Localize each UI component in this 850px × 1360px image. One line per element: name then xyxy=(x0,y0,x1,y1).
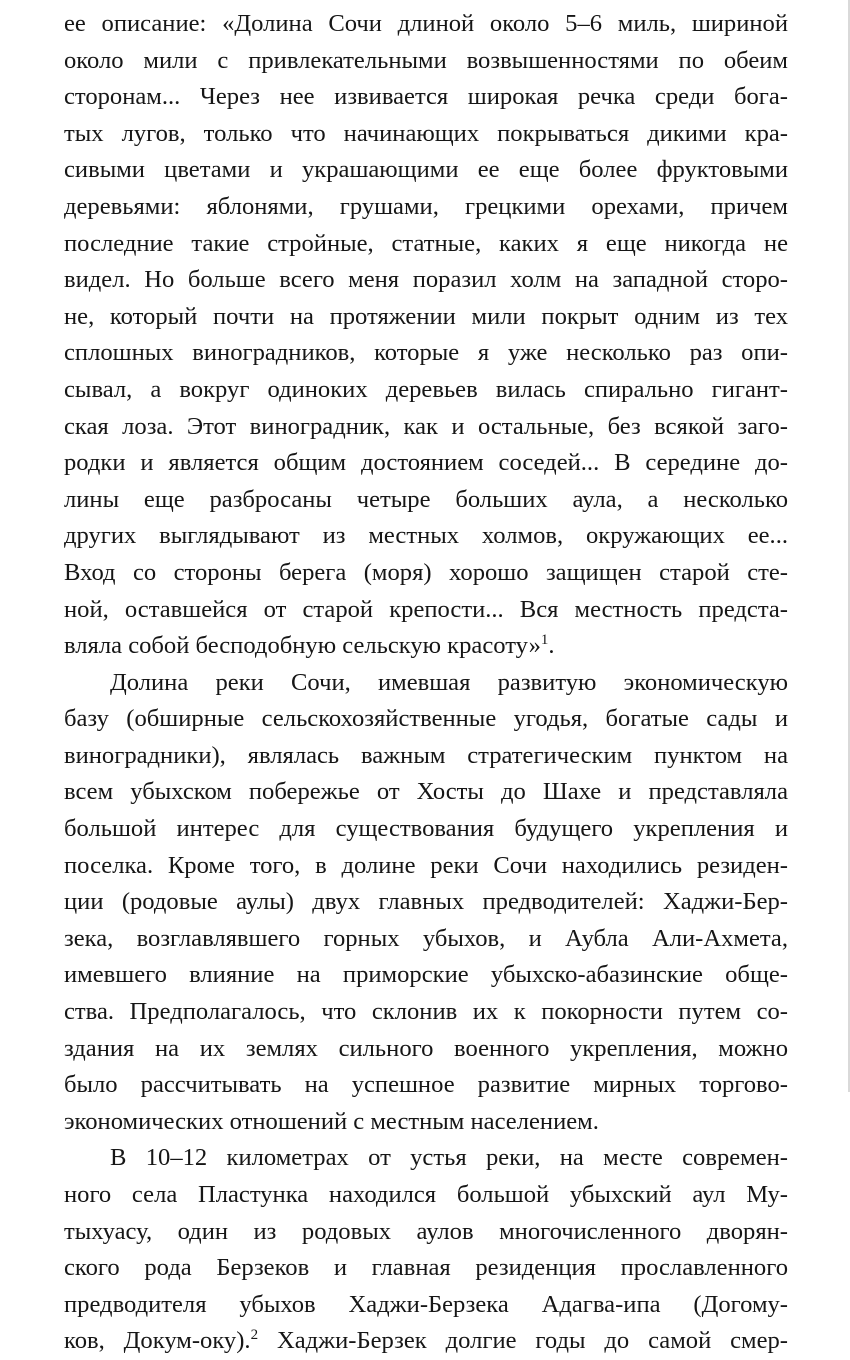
text-line: не, который почти на протяжении мили покрыт одним из тех xyxy=(64,302,788,330)
footnote-marker[interactable]: 2 xyxy=(250,1327,259,1344)
text-line: большой интерес для существования будущего укрепления и xyxy=(64,815,788,843)
text-line-content: ков, Докум-оку). xyxy=(64,1327,251,1355)
text-line: В 10–12 километрах от устья реки, на месте современ- xyxy=(110,1144,788,1172)
text-line: ной, оставшейся от старой крепости... Вся местность предста- xyxy=(64,595,788,623)
text-line: предводителя убыхов Хаджи-Берзека Адагва-ипа (Догому- xyxy=(64,1290,788,1318)
text-line: здания на их землях сильного военного укрепления, можно xyxy=(64,1034,788,1062)
footnote-marker[interactable]: 1 xyxy=(540,631,549,648)
text-line: ского рода Берзеков и главная резиденция прославленного xyxy=(64,1254,788,1282)
period: . xyxy=(548,632,555,660)
text-line: Вход со стороны берега (моря) хорошо защищен старой сте- xyxy=(64,558,788,586)
text-line: всем убыхском побережье от Хосты до Шахе и представляла xyxy=(64,778,788,806)
text-line: родки и является общим достоянием соседей... В середине до- xyxy=(64,449,788,477)
text-line: других выглядывают из местных холмов, окружающих ее... xyxy=(64,522,788,550)
text-line: лины еще разбросаны четыре больших аула, а несколько xyxy=(64,485,788,513)
text-line: сывал, а вокруг одиноких деревьев вилась спирально гигант- xyxy=(64,375,788,403)
text-line: ного села Пластунка находился большой убыхский аул Му- xyxy=(64,1181,788,1208)
text-line: сплошных виноградников, которые я уже несколько раз опи- xyxy=(64,339,788,367)
text-line-continuation: Хаджи-Берзек долгие годы до самой смер- xyxy=(276,1327,788,1355)
text-line: ства. Предполагалось, что склонив их к покорности путем со- xyxy=(64,998,788,1026)
text-line: ции (родовые аулы) двух главных предводителей: Хаджи-Бер- xyxy=(64,888,788,916)
text-line: ская лоза. Этот виноградник, как и остальные, без всякой заго- xyxy=(64,412,788,440)
text-line: тыхуасу, один из родовых аулов многочисленного дворян- xyxy=(64,1217,788,1245)
text-line: видел. Но больше всего меня поразил холм на западной сторо- xyxy=(64,266,788,294)
text-line xyxy=(64,1323,788,1360)
text-line: виноградники), являлась важным стратегическим пунктом на xyxy=(64,741,788,769)
text-line: зека, возглавлявшего горных убыхов, и Аубла Али-Ахмета, xyxy=(64,924,788,952)
text-line: поселка. Кроме того, в долине реки Сочи находились резиден- xyxy=(64,851,788,879)
text-line: экономических отношений с местным населением. xyxy=(64,1107,599,1135)
text-line-content: вляла собой бесподобную сельскую красоту» xyxy=(64,632,541,660)
text-line: около мили с привлекательными возвышенностями по обеим xyxy=(64,46,788,74)
text-line: сторонам... Через нее извивается широкая речка среди бога- xyxy=(64,83,788,111)
text-line: последние такие стройные, статные, каких я еще никогда не xyxy=(64,229,788,257)
text-line: Долина реки Сочи, имевшая развитую экономическую xyxy=(110,668,788,696)
text-line: сивыми цветами и украшающими ее еще более фруктовыми xyxy=(64,156,788,184)
paragraph-2 xyxy=(64,665,788,1141)
paragraph-3 xyxy=(64,1140,788,1360)
text-line: имевшего влияние на приморские убыхско-абазинские обще- xyxy=(64,961,788,989)
paragraph-1 xyxy=(64,6,788,665)
text-line xyxy=(64,628,788,665)
text-column xyxy=(64,6,788,1360)
text-line: тых лугов, только что начинающих покрываться дикими кра- xyxy=(64,119,788,147)
text-line: базу (обширные сельскохозяйственные угодья, богатые сады и xyxy=(64,705,788,733)
text-line: было рассчитывать на успешное развитие мирных торгово- xyxy=(64,1071,788,1099)
text-line: деревьями: яблонями, грушами, грецкими орехами, причем xyxy=(64,192,788,220)
text-line: ее описание: «Долина Сочи длиной около 5–6 миль, шириной xyxy=(64,10,788,37)
